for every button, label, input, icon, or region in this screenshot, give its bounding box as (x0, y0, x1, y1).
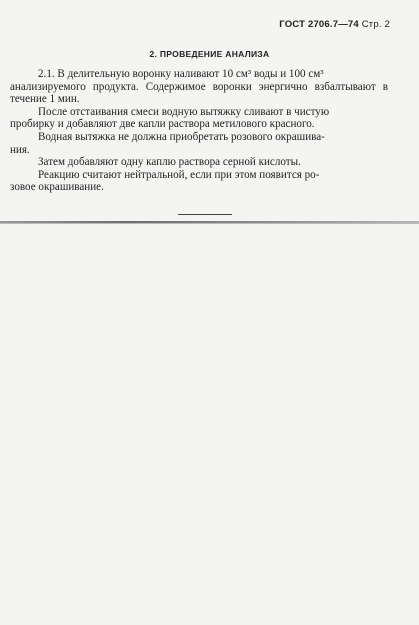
end-of-text-rule (178, 214, 232, 215)
paragraph-line: ния. (10, 143, 30, 156)
paragraph-continuation (10, 181, 388, 194)
paragraph-continuation (10, 81, 388, 106)
paragraph-settling (38, 106, 388, 119)
paragraph-2-1 (38, 68, 388, 81)
paragraph-line: Водная вытяжка не должна приобретать розового окрашива- (38, 130, 325, 143)
document-body (10, 68, 388, 194)
paragraph-line: зовое окрашивание. (10, 181, 104, 194)
paragraph-sulfuric-acid (38, 156, 388, 169)
paragraph-line: анализируемого продукта. Содержимое воронки энергично взбалтывают в течение 1 мин. (10, 80, 388, 106)
paragraph-line: Реакцию считают нейтральной, если при этом появится ро- (38, 168, 320, 181)
page-number: Стр. 2 (361, 19, 390, 30)
paragraph-line: После отстаивания смеси водную вытяжку сливают в чистую (38, 105, 330, 118)
paragraph-line: Затем добавляют одну каплю раствора серной кислоты. (38, 156, 301, 169)
standard-number: ГОСТ 2706.7—74 (279, 19, 359, 30)
paragraph-neutral-reaction (38, 169, 388, 182)
scan-artifact-line (0, 223, 419, 224)
section-title: 2. ПРОВЕДЕНИЕ АНАЛИЗА (149, 49, 270, 59)
paragraph-extract-color (38, 131, 388, 144)
paragraph-continuation (10, 118, 388, 131)
page-header (279, 19, 390, 30)
paragraph-line: 2.1. В делительную воронку наливают 10 см³ воды и 100 см³ (38, 68, 324, 80)
paragraph-line: пробирку и добавляют две капли раствора метилового красного. (10, 118, 315, 131)
paragraph-continuation (10, 144, 388, 157)
